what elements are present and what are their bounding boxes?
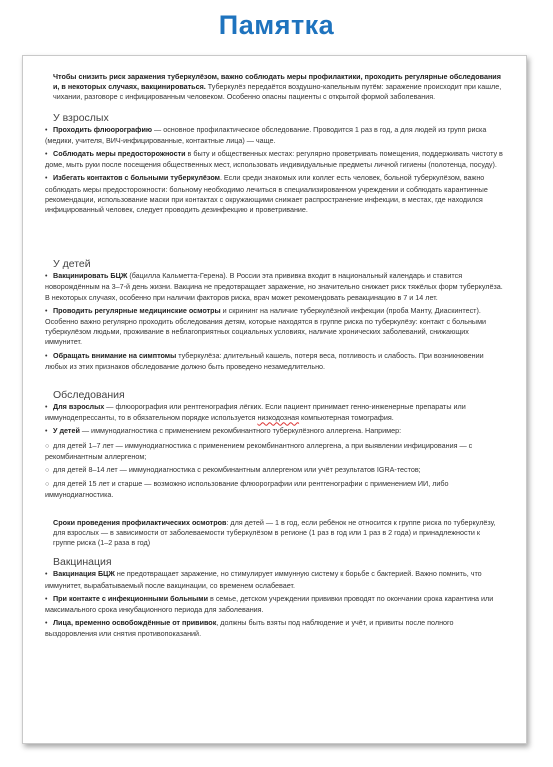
spacer xyxy=(53,375,503,389)
list-item-text: — флюорография или рентгенография лёгких. Если пациент принимает генно-инженерные препараты или иммунодепрессанты, то в обязательном порядке используется xyxy=(45,402,466,423)
sub-list-item-text: для детей 1–7 лет — иммунодиагностика с применением рекомбинантного аллергена, а при выявлении инфицирования — с рекомбинантным аллергеном; xyxy=(45,440,473,461)
section-heading-vaccination: Вакцинация xyxy=(53,556,112,569)
list-item-text: — основное профилактическое обследование. Проводится 1 раз в год, а для людей из групп риска (медики, учителя, ВИЧ-инфицированные, контактные лица) — чаще. xyxy=(45,124,487,145)
list-item-lead: При контакте с инфекционными больными xyxy=(53,593,209,603)
vaccination-list xyxy=(45,569,503,639)
spellcheck-word: низкодозная xyxy=(257,413,300,423)
list-item xyxy=(45,594,503,615)
list-item-text: в быту и общественных местах: регулярно проветривать помещения, поддерживать чистоту в доме, мыть руки после посещения общественных мест, использовать индивидуальные предметы личной гигиены (полотенца, посуду). xyxy=(45,149,503,170)
list-item-text: — иммунодиагностика с применением рекомбинантного туберкулёзного аллергена. Например: xyxy=(79,426,402,436)
list-item xyxy=(45,351,503,372)
list-item-lead: Вакцинировать БЦЖ xyxy=(53,271,128,281)
spacer xyxy=(53,218,503,258)
bullet-icon: • xyxy=(45,404,48,412)
bullet-icon: • xyxy=(45,595,48,603)
intro-paragraph xyxy=(53,72,503,103)
memo-sheet xyxy=(22,55,527,744)
list-item xyxy=(45,306,503,348)
list-item xyxy=(45,173,503,215)
bullet-icon: • xyxy=(45,175,48,183)
list-item-text: в семье, детском учреждении прививки проводят по окончании срока карантина или максимального срока инкубационного периода для заболевания. xyxy=(45,593,494,614)
list-item-lead: Лица, временно освобождённые от прививок xyxy=(53,618,217,628)
circle-bullet-icon: ○ xyxy=(45,481,50,489)
exam-terms-lead: Сроки проведения профилактических осмотров xyxy=(53,517,227,527)
bullet-icon: • xyxy=(45,126,48,134)
section-heading-children: У детей xyxy=(53,258,91,271)
list-item xyxy=(45,426,503,437)
list-item xyxy=(45,149,503,170)
list-item xyxy=(45,618,503,639)
children-list xyxy=(45,271,503,372)
list-item-lead: Соблюдать меры предосторожности xyxy=(53,149,186,159)
list-item-text: туберкулёза: длительный кашель, потеря веса, потливость и слабость. При возникновении любых из этих признаков обследование должно быть проведено незамедлительно. xyxy=(45,350,484,371)
bullet-icon: • xyxy=(45,151,48,159)
intro-text: Туберкулёз передаётся воздушно-капельным путём: заражение происходит при кашле, чихании, разговоре с инфицированным человеком. Особенно опасны пациенты с открытой формой заболевания. xyxy=(53,82,502,102)
exam-terms-paragraph xyxy=(53,518,503,549)
list-item-text: . Если среди знакомых или коллег есть человек, больной туберкулёзом, важно соблюдать меры предосторожности: больному необходимо лечиться в специализированном учреждении и соблюдать карантинные рекомендации, использование маски при контактах с окружающими снижает распространение инфекции, в местах, где находился инфицированный человек, следует проводить дезинфекцию и проветривание. xyxy=(45,173,488,215)
list-item-lead: У детей xyxy=(53,426,80,436)
list-item xyxy=(45,271,503,303)
bullet-icon: • xyxy=(45,273,48,281)
list-item xyxy=(45,402,503,423)
sub-list-item-text: для детей 8–14 лет — иммунодиагностика с рекомбинантным аллергеном или учёт результатов IGRA-тестов; xyxy=(53,465,421,475)
spacer xyxy=(53,548,503,556)
list-item xyxy=(45,569,503,590)
bullet-icon: • xyxy=(45,571,48,579)
bullet-icon: • xyxy=(45,620,48,628)
list-item-text: компьютерная томография. xyxy=(299,413,394,423)
list-item-lead: Избегать контактов с больными туберкулёзом xyxy=(53,173,220,183)
list-item-text: (бацилла Кальметта-Герена). В России эта прививка входит в национальный календарь и ставится новорождённым на 3–7-й день жизни. Вакцина не предотвращает заражение, но значительно снижает риск тяжёлых форм туберкулёза. В некоторых случаях, особенно при наличии факторов риска, врач может рекомендовать ревакцинацию в 7 и 14 лет. xyxy=(45,271,503,302)
sub-list-item-text: для детей 15 лет и старше — возможно использование флюорографии или рентгенографии с применением ИИ, либо иммунодиагностика. xyxy=(45,479,449,500)
list-item-text: , должны быть взяты под наблюдение и учёт, и привиты после полного выздоровления или снятия противопоказаний. xyxy=(45,618,454,639)
section-heading-adults: У взрослых xyxy=(53,111,109,124)
circle-bullet-icon: ○ xyxy=(45,467,50,475)
exams-list xyxy=(45,402,503,501)
circle-bullet-icon: ○ xyxy=(45,442,50,450)
bullet-icon: • xyxy=(45,352,48,360)
memo-content xyxy=(45,72,503,643)
list-item-text: и скрининг на наличие туберкулёзной инфекции (проба Манту, Диаскинтест). Особенно важно регулярно проходить обследования детям, которые находятся в группе риска по туберкулёзу: контакт с больными туберкулёзом людьми, проживание в неблагоприятных социальных условиях, наличие хронических заболеваний, снижающих иммунитет. xyxy=(45,305,487,347)
page-title: Памятка xyxy=(218,10,335,40)
list-item xyxy=(45,125,503,146)
list-item-lead: Вакцинация БЦЖ xyxy=(53,569,115,579)
list-item-lead: Для взрослых xyxy=(53,402,105,412)
intro-bold-text: Чтобы снизить риск заражения туберкулёзом, важно соблюдать меры профилактики, проходить регулярные обследования и, в некоторых случаях, вакцинироваться. xyxy=(53,72,501,92)
list-item-lead: Проходить флюорографию xyxy=(53,124,153,134)
sub-list-item xyxy=(45,465,503,476)
adults-list xyxy=(45,124,503,216)
section-heading-exams: Обследования xyxy=(53,389,125,402)
sub-list-item xyxy=(45,479,503,500)
spacer xyxy=(53,504,503,518)
list-item-lead: Обращать внимание на симптомы xyxy=(53,350,177,360)
list-item-text: не предотвращает заражение, но стимулирует иммунную систему к борьбе с бактерией. Важно помнить, что иммунитет, вырабатываемый после вакцинации, со временем ослабевает. xyxy=(45,569,482,590)
bullet-icon: • xyxy=(45,307,48,315)
sub-list-item xyxy=(45,441,503,462)
bullet-icon: • xyxy=(45,428,48,436)
list-item-lead: Проводить регулярные медицинские осмотры xyxy=(53,305,221,315)
exam-terms-text: : для детей — 1 в год, если ребёнок не относится к группе риска по туберкулёзу, для взрослых — в зависимости от заболеваемости туберкулёзом в регионе (1 раз в год или 1 раз в 2 года) и принадлежности к группе риска (1–2 раза в год) xyxy=(53,517,496,548)
